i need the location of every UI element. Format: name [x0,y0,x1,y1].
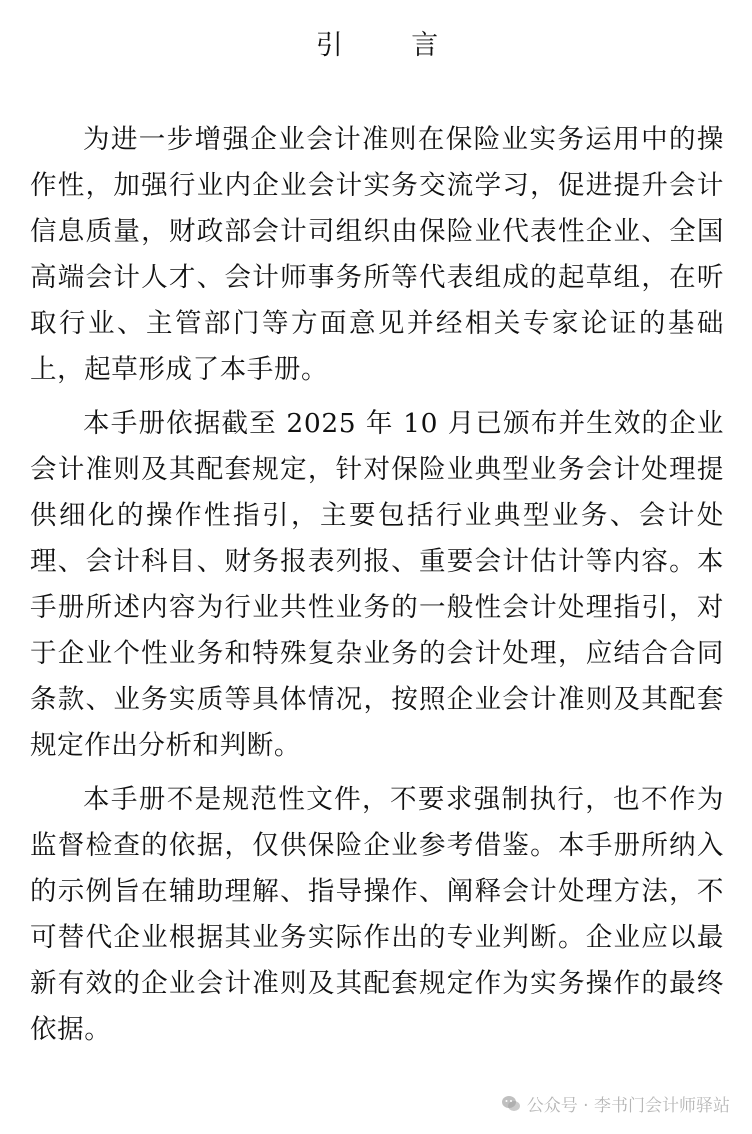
watermark [501,1091,730,1116]
paragraph-3: 本手册不是规范性文件，不要求强制执行，也不作为监督检查的依据，仅供保险企业参考借鉴。本手册所纳入的示例旨在辅助理解、指导操作、阐释会计处理方法，不可替代企业根据其业务实际作出的专业判断。企业应以最新有效的企业会计准则及其配套规定作为实务操作的最终依据。 [30,784,724,1045]
wechat-icon [501,1094,521,1114]
watermark-text: 公众号 · 李书门会计师驿站 [526,1096,730,1116]
page-title: 引 言 [315,30,469,61]
paragraph-1: 为进一步增强企业会计准则在保险业实务运用中的操作性，加强行业内企业会计实务交流学习，促进提升会计信息质量，财政部会计司组织由保险业代表性企业、全国高端会计人才、会计师事务所等代表组成的起草组，在听取行业、主管部门等方面意见并经相关专家论证的基础上，起草形成了本手册。 [30,124,724,385]
paragraph-2: 本手册依据截至 2025 年 10 月已颁布并生效的企业会计准则及其配套规定，针对保险业典型业务会计处理提供细化的操作性指引，主要包括行业典型业务、会计处理、会计科目、财务报表列报、重要会计估计等内容。本手册所述内容为行业共性业务的一般性会计处理指引，对于企业个性业务和特殊复杂业务的会计处理，应结合合同条款、业务实质等具体情况，按照企业会计准则及其配套规定作出分析和判断。 [30,408,724,761]
